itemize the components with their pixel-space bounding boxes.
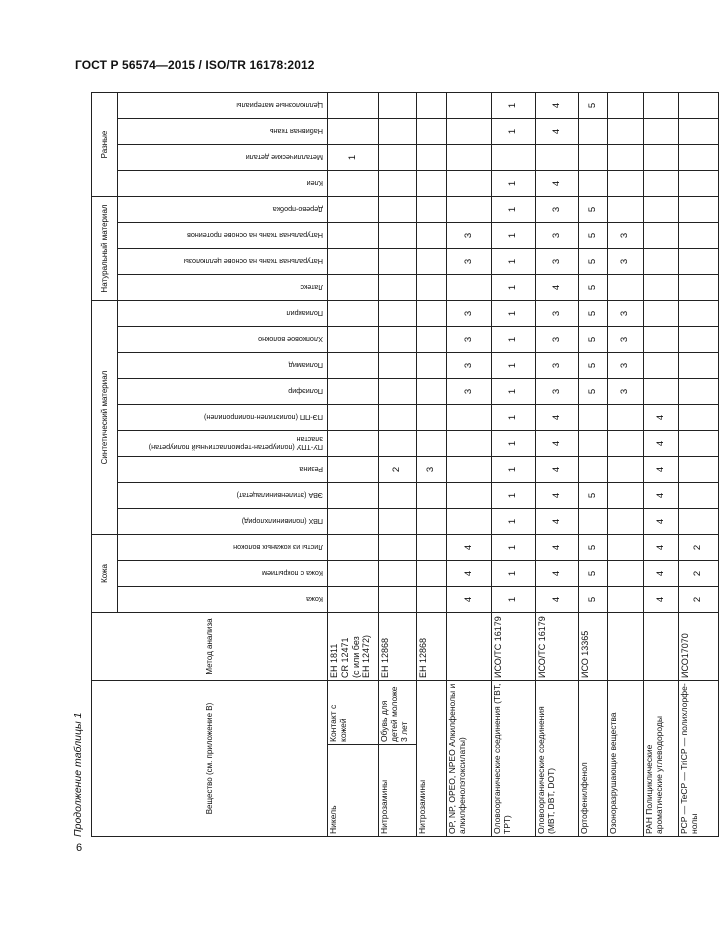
table-continuation-caption: Продолжение таблицы 1 [72,712,84,837]
value-cell [679,301,719,327]
page-number: 6 [76,842,83,854]
value-cell: 3 [608,249,644,275]
method-cell: ЕН 12868 [379,613,417,681]
value-cell [608,171,644,197]
value-cell [644,275,679,301]
value-cell [328,483,379,509]
substance-header: Вещество (см. приложение В) [92,681,328,837]
value-cell [328,431,379,457]
value-cell: 4 [536,93,579,119]
value-cell: 1 [492,327,536,353]
value-cell [679,275,719,301]
value-cell: 3 [536,249,579,275]
value-cell [644,301,679,327]
value-cell [644,353,679,379]
value-cell [417,379,447,405]
table-row [536,93,579,837]
value-cell: 1 [492,509,536,535]
value-cell [379,587,417,613]
value-cell [447,431,492,457]
value-cell: 5 [579,535,608,561]
material-header-cell [118,223,328,249]
value-cell: 3 [447,353,492,379]
value-cell: 1 [492,93,536,119]
value-cell [644,171,679,197]
table-row [679,93,719,837]
value-cell: 5 [579,275,608,301]
value-cell [417,561,447,587]
value-cell [644,119,679,145]
value-cell [644,223,679,249]
substance-cell: Оловоорганические соединения (TBT, TPT) [492,681,536,837]
material-header-label: Кожа с покрытием [261,569,323,579]
material-header-cell [118,431,328,457]
value-cell: 3 [536,327,579,353]
value-cell [447,275,492,301]
value-cell: 5 [579,301,608,327]
value-cell [417,301,447,327]
material-header-label: Целлюлозные материалы [235,101,323,111]
value-cell: 2 [679,587,719,613]
material-header-label: Латекс [299,283,323,293]
value-cell [644,197,679,223]
method-cell: ИСО17070 [679,613,719,681]
material-header-cell [118,405,328,431]
value-cell [417,145,447,171]
value-cell: 4 [447,561,492,587]
value-cell: 1 [328,145,379,171]
value-cell [679,93,719,119]
value-cell: 1 [492,275,536,301]
value-cell [447,457,492,483]
material-header-label: Металлические детали [245,153,323,163]
value-cell [536,145,579,171]
value-cell [417,93,447,119]
material-header-label: Полиэфир [287,387,323,397]
value-cell [679,379,719,405]
value-cell: 1 [492,119,536,145]
material-header-cell [118,353,328,379]
material-header-cell [118,119,328,145]
material-header-cell [118,197,328,223]
value-cell [608,587,644,613]
method-header: Метод анализа [92,613,328,681]
material-header-cell [118,327,328,353]
value-cell [679,171,719,197]
value-cell: 4 [536,483,579,509]
value-cell [379,483,417,509]
value-cell: 2 [679,535,719,561]
value-cell: 1 [492,457,536,483]
value-cell [417,431,447,457]
value-cell: 4 [536,275,579,301]
value-cell: 4 [536,119,579,145]
value-cell [447,509,492,535]
value-cell: 2 [379,457,417,483]
substance-cell: Нитрозамины [417,681,447,837]
material-header-label: Полиамид [288,361,323,371]
material-header-label: Резина [298,465,323,475]
material-header-label: Хлопковое волокно [257,335,323,345]
material-header-label: Кожа [305,595,323,605]
value-cell [328,223,379,249]
material-header-cell [118,145,328,171]
value-cell [608,93,644,119]
value-cell [447,145,492,171]
value-cell [417,353,447,379]
material-header-label: Натуральная ткань на основе целлюлозы [183,257,323,267]
method-cell [644,613,679,681]
value-cell [644,145,679,171]
material-header-cell [118,379,328,405]
value-cell [328,587,379,613]
value-cell [447,197,492,223]
value-cell [328,379,379,405]
material-header-cell [118,535,328,561]
method-cell: ИСО/ТС 16179 [536,613,579,681]
value-cell [328,353,379,379]
value-cell [379,145,417,171]
group-header-misc: Разные [92,93,118,197]
value-cell [328,249,379,275]
value-cell [608,145,644,171]
value-cell [579,171,608,197]
value-cell [608,119,644,145]
value-cell: 4 [644,405,679,431]
material-header-label: ПЭ-ПП (полиэтилен-полипропилен) [203,413,323,423]
value-cell: 3 [536,379,579,405]
value-cell [417,249,447,275]
value-cell: 3 [447,301,492,327]
group-header-synthetic: Синтетический материал [92,301,118,535]
value-cell [417,509,447,535]
value-cell: 1 [492,379,536,405]
value-cell: 1 [492,561,536,587]
value-cell [447,119,492,145]
value-cell: 5 [579,249,608,275]
value-cell [644,379,679,405]
table-row [447,93,492,837]
method-cell: ИСО 13365 [579,613,608,681]
value-cell [328,457,379,483]
value-cell [379,379,417,405]
value-cell [644,327,679,353]
method-cell: ИСО/ТС 16179 [492,613,536,681]
value-cell: 3 [608,353,644,379]
value-cell [417,535,447,561]
group-header-leather: Кожа [92,535,118,613]
value-cell [608,431,644,457]
value-cell [417,275,447,301]
value-cell: 4 [644,509,679,535]
value-cell: 5 [579,353,608,379]
material-header-label: Дерево-пробка [272,205,323,215]
value-cell: 1 [492,249,536,275]
value-cell [579,405,608,431]
value-cell: 1 [492,535,536,561]
value-cell [679,119,719,145]
value-cell: 5 [579,197,608,223]
value-cell: 4 [536,535,579,561]
value-cell [608,197,644,223]
value-cell [608,535,644,561]
value-cell [328,509,379,535]
value-cell [579,509,608,535]
value-cell [579,457,608,483]
value-cell: 4 [644,587,679,613]
table-row [579,93,608,837]
group-header-natural: Натуральный материал [92,197,118,301]
value-cell: 1 [492,483,536,509]
value-cell [379,509,417,535]
value-cell [679,145,719,171]
document-header: ГОСТ Р 56574—2015 / ISO/TR 16178:2012 [75,58,315,72]
value-cell: 4 [644,431,679,457]
value-cell: 5 [579,93,608,119]
material-header-cell [118,93,328,119]
value-cell [679,457,719,483]
value-cell [379,535,417,561]
substance-cell: Оловоорганические соединения (MBT, DBT, DOT) [536,681,579,837]
value-cell: 3 [536,223,579,249]
substance-cell: OP, NP, OPEO, NPEO Алкилфенолы и алкилфенолэтоксилаты) [447,681,492,837]
value-cell [579,431,608,457]
substance-cell: Никель [328,745,379,837]
table-row [492,93,536,837]
value-cell [644,249,679,275]
value-cell [379,275,417,301]
value-cell: 4 [447,587,492,613]
value-cell [608,405,644,431]
table-row [644,93,679,837]
value-cell [679,249,719,275]
value-cell [379,119,417,145]
substance-cell: Ортофенилфенол [579,681,608,837]
table-row [608,93,644,837]
value-cell [608,483,644,509]
value-cell [379,223,417,249]
value-cell [379,405,417,431]
value-cell: 4 [644,535,679,561]
value-cell [447,93,492,119]
group-header-row [92,93,118,837]
value-cell [679,197,719,223]
value-cell [679,353,719,379]
value-cell: 1 [492,301,536,327]
value-cell [328,535,379,561]
material-header-label: ПУ-ТПУ (полиуретан-термопластичный полиуретан) эластан [148,435,323,453]
material-header-cell [118,249,328,275]
table-row [417,93,447,837]
material-header-cell [118,561,328,587]
value-cell [328,561,379,587]
value-cell: 3 [608,301,644,327]
value-cell [608,275,644,301]
material-header-cell [118,301,328,327]
value-cell: 3 [536,353,579,379]
value-cell: 4 [536,457,579,483]
substance-cell: PAH Полициклические ароматические углеводороды [644,681,679,837]
value-cell [417,587,447,613]
value-cell [608,561,644,587]
value-cell: 5 [579,587,608,613]
value-cell: 5 [579,327,608,353]
value-cell [328,405,379,431]
value-cell [417,405,447,431]
material-header-cell [118,483,328,509]
substance-condition-cell: Контакт с кожей [328,681,379,745]
value-cell: 4 [644,457,679,483]
material-header-cell [118,457,328,483]
value-cell: 1 [492,353,536,379]
value-cell: 1 [492,431,536,457]
value-cell [447,405,492,431]
value-cell: 5 [579,223,608,249]
material-header-cell [118,509,328,535]
value-cell: 3 [608,223,644,249]
value-cell [328,301,379,327]
value-cell: 3 [608,327,644,353]
method-cell: ЕН 1811 CR 12471 (с или без ЕН 12472) [328,613,379,681]
table-row [328,93,379,837]
value-cell: 4 [536,431,579,457]
value-cell [417,197,447,223]
value-cell: 4 [644,483,679,509]
material-header-label: ПВХ (поливинилхлорид) [241,517,323,527]
value-cell: 5 [579,561,608,587]
value-cell [328,93,379,119]
value-cell: 1 [492,587,536,613]
value-cell [379,327,417,353]
value-cell [492,145,536,171]
value-cell [644,93,679,119]
value-cell: 1 [492,197,536,223]
value-cell [417,483,447,509]
material-header-cell [118,275,328,301]
material-header-label: Листы из кожаных волокон [232,543,323,553]
material-header-label: ЭВА (этиленвинилацетат) [236,491,323,501]
value-cell: 3 [417,457,447,483]
value-cell: 3 [447,379,492,405]
value-cell [679,223,719,249]
value-cell [328,119,379,145]
method-cell: ЕН 12868 [417,613,447,681]
value-cell [379,431,417,457]
value-cell [379,171,417,197]
substance-cell: PCP — TeCP — TriCP — полихлорфе- нолы [679,681,719,837]
value-cell: 3 [536,301,579,327]
value-cell: 4 [536,587,579,613]
material-header-cell [118,587,328,613]
value-cell [328,197,379,223]
value-cell: 4 [536,171,579,197]
value-cell: 3 [608,379,644,405]
value-cell [679,327,719,353]
rotated-table-container [72,92,704,837]
value-cell: 4 [447,535,492,561]
value-cell [679,483,719,509]
value-cell [379,301,417,327]
value-cell [417,119,447,145]
material-header-label: Клеи [306,179,323,189]
value-cell [679,431,719,457]
value-cell [379,197,417,223]
material-header-label: Набивная ткань [269,127,323,137]
material-header-label: Натуральная ткань на основе протеинов [186,231,323,241]
value-cell: 3 [447,223,492,249]
value-cell [679,509,719,535]
value-cell [379,561,417,587]
substance-condition-cell: Обувь для детей моложе 3 лет [379,681,417,745]
value-cell: 5 [579,379,608,405]
value-cell [417,327,447,353]
value-cell: 4 [644,561,679,587]
value-cell: 5 [579,483,608,509]
value-cell [608,457,644,483]
value-cell: 1 [492,171,536,197]
value-cell: 2 [679,561,719,587]
value-cell [579,145,608,171]
value-cell: 1 [492,405,536,431]
substance-cell: Нитрозамины [379,745,417,837]
value-cell [608,509,644,535]
value-cell: 3 [536,197,579,223]
value-cell [328,327,379,353]
value-cell [447,171,492,197]
value-cell [328,275,379,301]
value-cell [379,93,417,119]
value-cell [417,223,447,249]
value-cell: 4 [536,561,579,587]
value-cell: 3 [447,327,492,353]
value-cell [379,249,417,275]
material-header-label: Полиакрил [285,309,323,319]
value-cell [417,171,447,197]
value-cell [579,119,608,145]
substances-table [91,92,719,837]
value-cell: 4 [536,405,579,431]
value-cell [679,405,719,431]
table-row [379,93,417,837]
method-cell [447,613,492,681]
value-cell: 4 [536,509,579,535]
material-header-cell [118,171,328,197]
value-cell [328,171,379,197]
value-cell: 3 [447,249,492,275]
value-cell [447,483,492,509]
method-cell [608,613,644,681]
value-cell [379,353,417,379]
value-cell: 1 [492,223,536,249]
substance-cell: Озоноразрушающие вещества [608,681,644,837]
